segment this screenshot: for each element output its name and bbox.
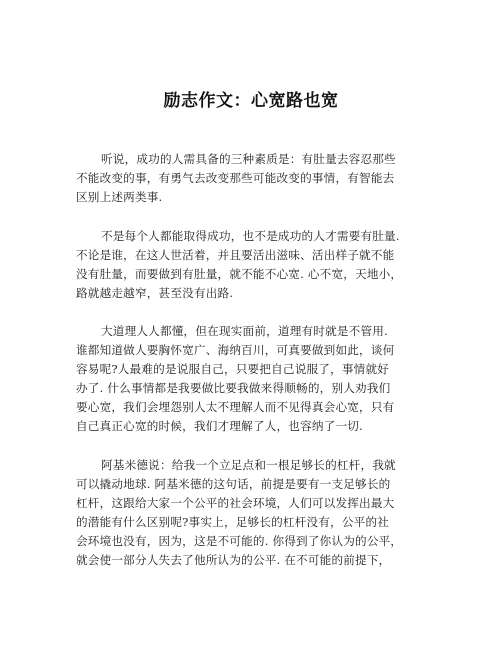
- paragraph-line: 就会使一部分人失去了他所认为的公平. 在不可能的前提下，: [76, 553, 391, 567]
- paragraph-line: 阿基米德说：给我一个立足点和一根足够长的杠杆，我就: [101, 458, 396, 472]
- paragraph-line: 可以撬动地球. 阿基米德的这句话，前提是要有一支足够长的: [76, 477, 391, 491]
- paragraph-line: 没有肚量，而要做到有肚量，就不能不心宽. 心不宽，天地小，: [76, 267, 403, 281]
- paragraph-line: 听说，成功的人需具备的三种素质是：有肚量去容忍那些: [101, 152, 396, 166]
- paragraph-line: 路就越走越窄，甚至没有出路.: [76, 286, 234, 300]
- document-title: 励志作文：心宽路也宽: [163, 91, 339, 111]
- paragraph-line: 的潜能有什么区别呢?事实上，足够长的杠杆没有，公平的社: [76, 515, 390, 529]
- paragraph-line: 会环境也没有，因为，这是不可能的. 你得到了你认为的公平，: [76, 534, 403, 548]
- paragraph-line: 大道理人人都懂，但在现实面前，道理有时就是不管用.: [101, 324, 388, 338]
- paragraph-line: 不是每个人都能取得成功，也不是成功的人才需要有肚量.: [101, 229, 400, 243]
- paragraph-line: 不能改变的事，有勇气去改变那些可能改变的事情，有智能去: [76, 171, 395, 185]
- paragraph-line: 不论是谁，在这人世活着，并且要活出滋味、活出样子就不能: [76, 248, 395, 262]
- paragraph-line: 要心宽，我们会埋怨别人太不理解人而不见得真会心宽，只有: [76, 400, 395, 414]
- paragraph-line: 自己真正心宽的时候，我们才理解了人，也容纳了一切.: [76, 419, 363, 433]
- paragraph-line: 容易呢?人最难的是说服自己，只要把自己说服了，事情就好: [76, 362, 390, 376]
- paragraph-line: 谁都知道做人要胸怀宽广、海纳百川，可真要做到如此，谈何: [76, 343, 395, 357]
- paragraph-line: 杠杆，这跟给大家一个公平的社会环境，人们可以发挥出最大: [76, 496, 395, 510]
- paragraph-line: 办了. 什么事情都是我要做比要我做来得顺畅的，别人劝我们: [76, 381, 391, 395]
- paragraph-line: 区别上述两类事.: [76, 190, 163, 204]
